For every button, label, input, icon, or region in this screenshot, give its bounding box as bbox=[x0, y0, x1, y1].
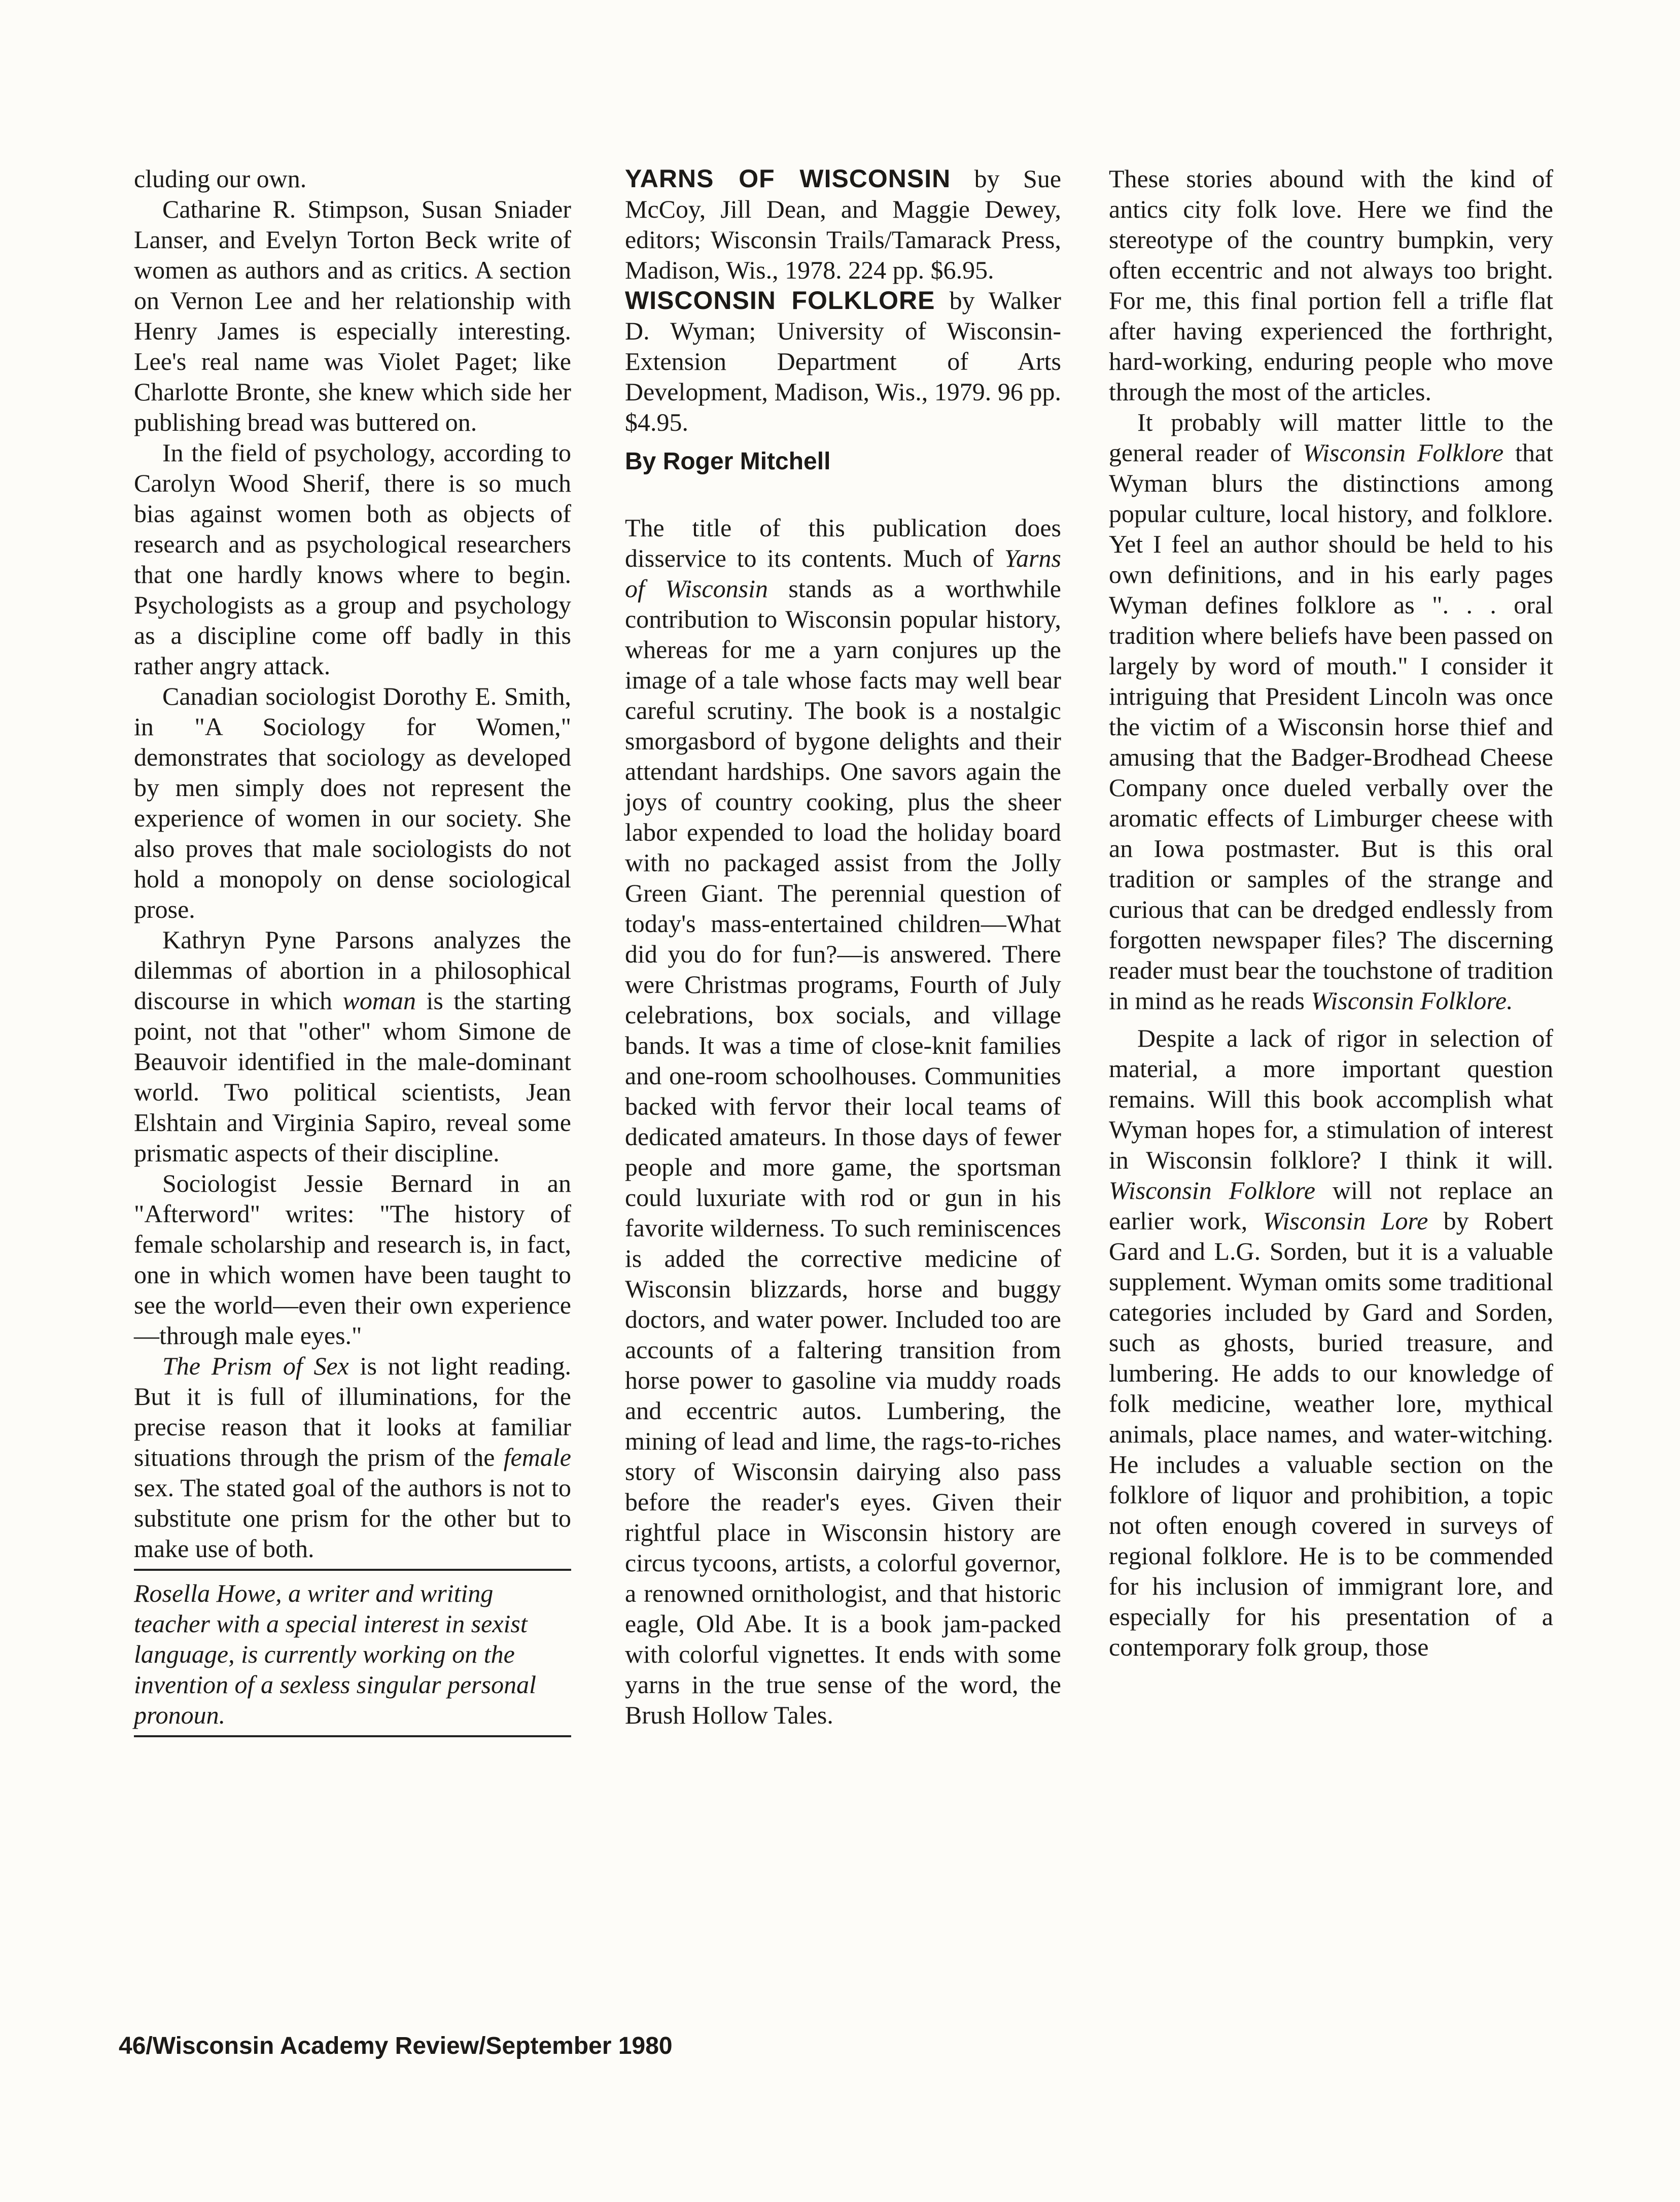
column-3 bbox=[1109, 163, 1553, 1662]
paragraph: Despite a lack of rigor in selection of material, a more important question remains. Will this book accomplish what Wyman hopes for, a stimulation of interest in Wisconsin folklore? I think it will. Wisconsin Folklore will not replace an earlier work, Wisconsin Lore by Robert Gard and L.G. Sorden, but it is a valuable supplement. Wyman omits some traditional categories included by Gard and Sorden, such as ghosts, buried treasure, and lumbering. He adds to our knowledge of folk medicine, weather lore, mythical animals, place names, and water-witching. He includes a valuable section on the folklore of liquor and prohibition, a topic not often enough covered in surveys of regional folklore. He is to be commended for his inclusion of immigrant lore, and especially for his presentation of a contemporary folk group, those bbox=[1109, 1024, 1554, 1661]
page-footer: 46/Wisconsin Academy Review/September 1980 bbox=[119, 2033, 673, 2059]
column-1 bbox=[134, 163, 571, 1737]
paragraph: In the field of psychology, according to Carolyn Wood Sherif, there is so much bias against women both as objects of research and as psychological researchers that one hardly knows where to begin. Psychologists as a group and psychology as a discipline come off badly in this rather angry attack. bbox=[134, 438, 571, 680]
book-title: YARNS OF WISCONSIN bbox=[625, 164, 951, 193]
paragraph: Catharine R. Stimpson, Susan Sniader Lanser, and Evelyn Torton Beck write of women as authors and as critics. A section on Vernon Lee and her relationship with Henry James is especially interesting. Lee's real name was Violet Paget; like Charlotte Bronte, she knew which side her publishing bread was buttered on. bbox=[134, 195, 571, 436]
paragraph: It probably will matter little to the general reader of Wisconsin Folklore that Wyman blurs the distinctions among popular culture, local history, and folklore. Yet I feel an author should be held to his own definitions, and in his early pages Wyman defines folklore as ". . . oral tradition where beliefs have been passed on largely by word of mouth." I consider it intriguing that President Lincoln was once the victim of a Wisconsin horse thief and amusing that the Badger-Brodhead Cheese Company once dueled verbally over the aromatic effects of Limburger cheese with an Iowa postmaster. But is this oral tradition or samples of the strange and curious that can be dredged endlessly from forgotten newspaper files? The discerning reader must bear the touchstone of tradition in mind as he reads Wisconsin Folklore. bbox=[1109, 408, 1553, 1015]
paragraph: The title of this publication does disservice to its contents. Much of Yarns of Wisconsin stands as a worthwhile contribution to Wisconsin popular history, whereas for me a yarn conjures up the image of a tale whose facts may well bear careful scrutiny. The book is a nostalgic smorgasbord of bygone delights and their attendant hardships. One savors again the joys of country cooking, plus the sheer labor expended to load the holiday board with no packaged assist from the Jolly Green Giant. The perennial question of today's mass-entertained children—What did you do for fun?—is answered. There were Christmas programs, Fourth of July celebrations, box socials, and village bands. It was a time of close-knit families and one-room schoolhouses. Communities backed with fervor their local teams of dedicated amateurs. In those days of fewer people and more game, the sportsman could luxuriate with rod or gun in his favorite wilderness. To such reminiscences is added the corrective medicine of Wisconsin blizzards, horse and buggy doctors, and water power. Included too are accounts of a faltering transition from horse power to gasoline via muddy roads and eccentric autos. Lumbering, the mining of lead and lime, the rags-to-riches story of Wisconsin dairying also pass before the reader's eyes. Given their rightful place in Wisconsin history are circus tycoons, artists, a colorful governor, a renowned ornithologist, and that historic eagle, Old Abe. It is a book jam-packed with colorful vignettes. It ends with some yarns in the true sense of the word, the Brush Hollow Tales. bbox=[625, 513, 1061, 1729]
paragraph: The Prism of Sex is not light reading. But it is full of illuminations, for the precise reason that it looks at familiar situations through the prism of the female sex. The stated goal of the authors is not to substitute one prism for the other but to make use of both. bbox=[134, 1352, 571, 1563]
author-bio: Rosella Howe, a writer and writing teacher with a special interest in sexist language, is currently working on the invention of a sexless singular personal pronoun. bbox=[134, 1578, 571, 1737]
paragraph: Canadian sociologist Dorothy E. Smith, in "A Sociology for Women," demonstrates that sociology as developed by men simply does not represent the experience of women in our society. She also proves that male sociologists do not hold a monopoly on dense sociological prose. bbox=[134, 682, 571, 923]
paragraph: cluding our own. bbox=[134, 164, 307, 193]
book-citation: WISCONSIN FOLKLORE by Walker D. Wyman; University of Wisconsin-Extension Department of Arts Development, Madison, Wis., 1979. 96 pp. $4.95. bbox=[625, 286, 1061, 436]
paragraph: Kathryn Pyne Parsons analyzes the dilemmas of abortion in a philosophical discourse in which woman is the starting point, not that "other" whom Simone de Beauvoir identified in the male-dominant world. Two political scientists, Jean Elshtain and Virginia Sapiro, reveal some prismatic aspects of their discipline. bbox=[134, 925, 571, 1167]
paragraph: These stories abound with the kind of antics city folk love. Here we find the stereotype of the country bumpkin, very often eccentric and not always too bright. For me, this final portion fell a trifle flat after having experienced the forthright, hard-working, enduring people who move through the most of the articles. bbox=[1109, 164, 1553, 406]
column-2 bbox=[625, 163, 1061, 1730]
paragraph: Sociologist Jessie Bernard in an "Afterword" writes: "The history of female scholarship and research is, in fact, one in which women have been taught to see the world—even their own experience—through male eyes." bbox=[134, 1169, 571, 1350]
divider bbox=[134, 1569, 571, 1571]
book-citation: YARNS OF WISCONSIN by Sue McCoy, Jill Dean, and Maggie Dewey, editors; Wisconsin Trails/Tamarack Press, Madison, Wis., 1978. 224 pp. $6.95. bbox=[625, 164, 1062, 284]
byline: By Roger Mitchell bbox=[625, 448, 831, 475]
book-title: WISCONSIN FOLKLORE bbox=[625, 286, 935, 315]
